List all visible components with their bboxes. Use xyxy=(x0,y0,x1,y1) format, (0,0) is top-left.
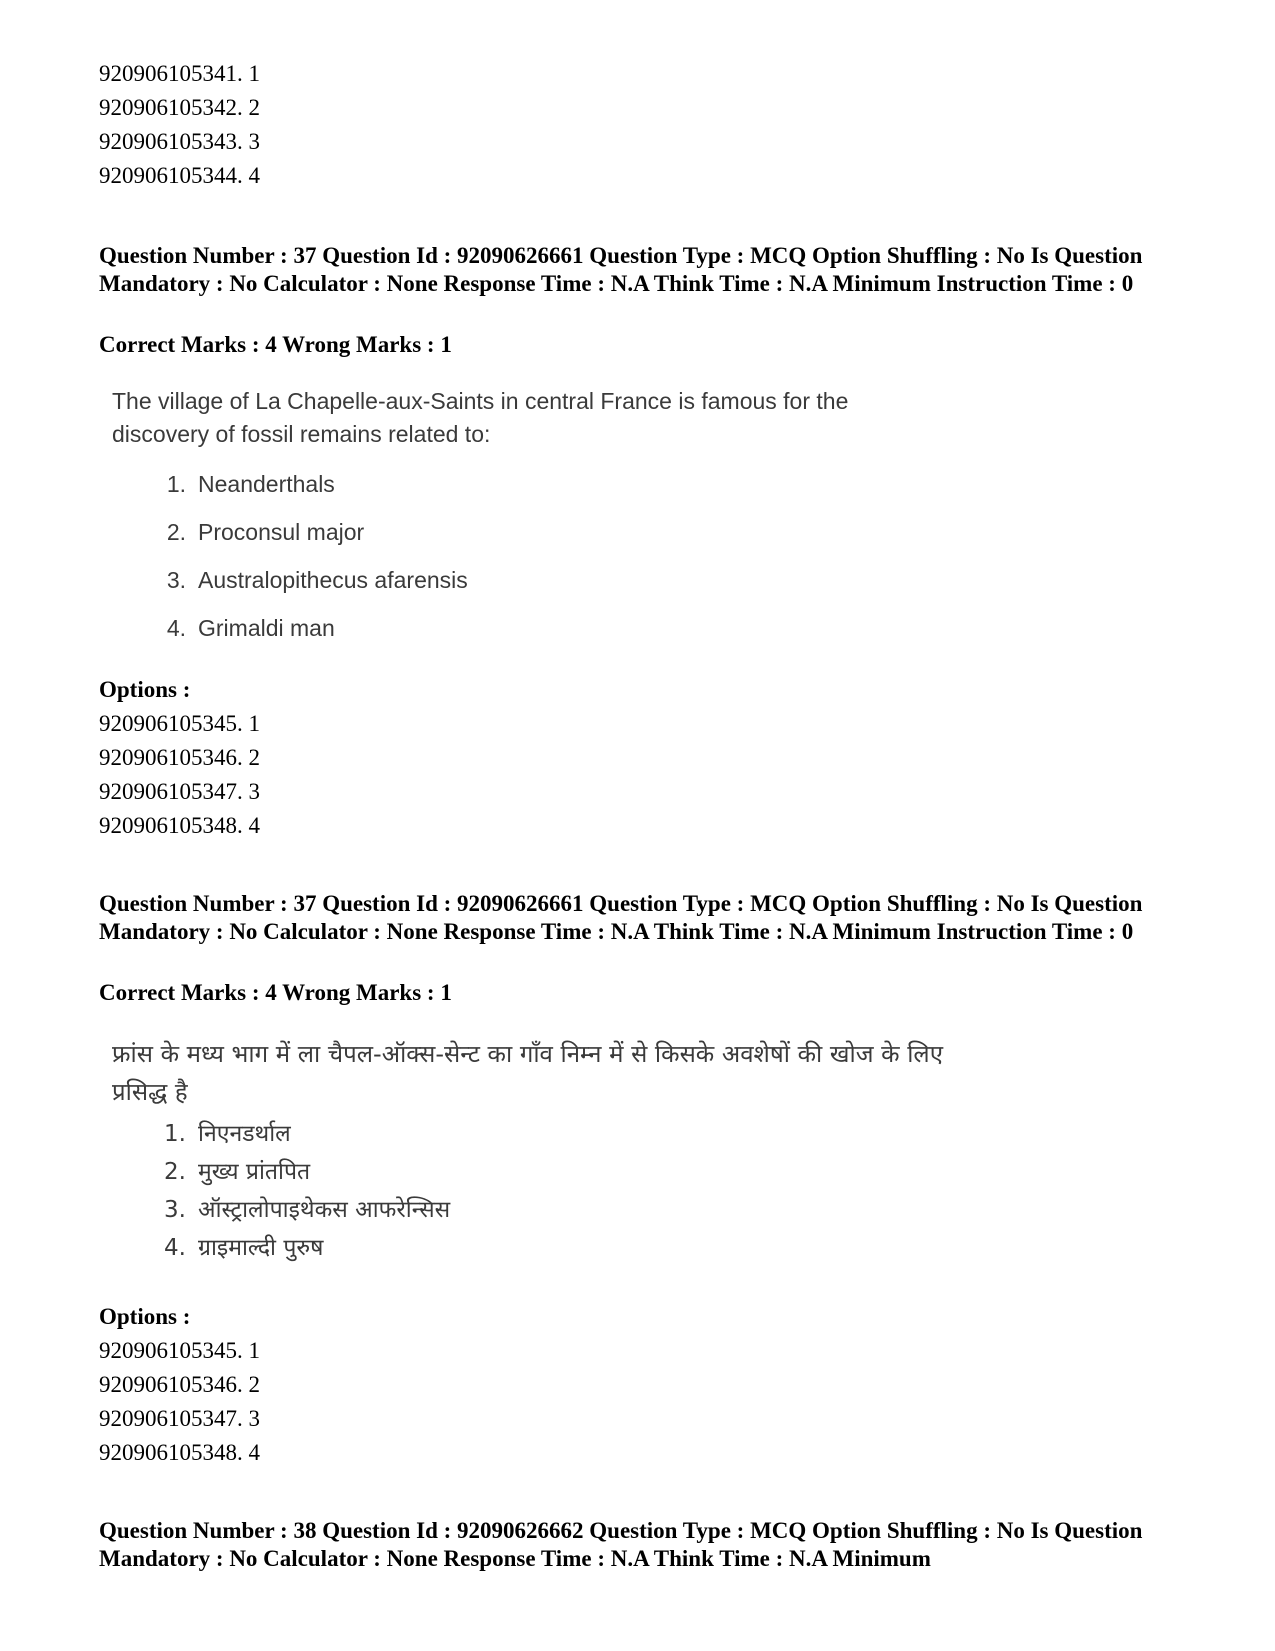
choice-item: 4. Grimaldi man xyxy=(166,615,335,641)
choice-item: 4. ग्राइमाल्दी पुरुष xyxy=(164,1235,324,1261)
choice-item: 1. निएनडर्थाल xyxy=(164,1121,291,1147)
option-line: 920906105345. 1 xyxy=(99,711,260,736)
option-line: 920906105348. 4 xyxy=(99,1440,260,1465)
question-header: Question Number : 37 Question Id : 92090626661 Question Type : MCQ Option Shuffling : No Is Question Mandatory : No Calculator : None Response Time : N.A Think Time : N.A Minimum Instruction Time : 0 xyxy=(99,891,1143,944)
question-text: The village of La Chapelle-aux-Saints in central France is famous for the discovery of fossil remains related to: xyxy=(112,388,849,447)
choice-item: 2. Proconsul major xyxy=(166,519,365,545)
choice-list xyxy=(112,469,932,661)
question-text: फ्रांस के मध्य भाग में ला चैपल-ऑक्स-सेन्ट का गाँव निम्न में से किसके अवशेषों की खोज के लिए प्रसिद्ध है xyxy=(112,1040,943,1106)
option-line: 920906105347. 3 xyxy=(99,1406,260,1431)
options-label: Options : xyxy=(99,1304,191,1329)
option-line: 920906105344. 4 xyxy=(99,163,260,188)
marks-line: Correct Marks : 4 Wrong Marks : 1 xyxy=(99,332,452,357)
question-image-hi xyxy=(112,1035,952,1269)
choice-item: 3. Australopithecus afarensis xyxy=(166,567,468,593)
option-line: 920906105346. 2 xyxy=(99,1372,260,1397)
option-line: 920906105346. 2 xyxy=(99,745,260,770)
option-line: 920906105343. 3 xyxy=(99,129,260,154)
choice-item: 2. मुख्य प्रांतपित xyxy=(164,1159,311,1185)
options-label: Options : xyxy=(99,677,191,702)
question-header: Question Number : 38 Question Id : 92090626662 Question Type : MCQ Option Shuffling : No Is Question Mandatory : No Calculator : None Response Time : N.A Think Time : N.A Minimum xyxy=(99,1518,1143,1571)
option-line: 920906105347. 3 xyxy=(99,779,260,804)
marks-line: Correct Marks : 4 Wrong Marks : 1 xyxy=(99,980,452,1005)
question-image-en xyxy=(112,385,932,661)
choice-item: 3. ऑस्ट्रालोपाइथेकस आफरेन्सिस xyxy=(164,1197,451,1223)
option-line: 920906105342. 2 xyxy=(99,95,260,120)
option-line: 920906105345. 1 xyxy=(99,1338,260,1363)
choice-item: 1. Neanderthals xyxy=(166,471,335,497)
choice-list xyxy=(112,1117,952,1269)
option-line: 920906105341. 1 xyxy=(99,61,260,86)
question-header: Question Number : 37 Question Id : 92090626661 Question Type : MCQ Option Shuffling : No Is Question Mandatory : No Calculator : None Response Time : N.A Think Time : N.A Minimum Instruction Time : 0 xyxy=(99,243,1143,296)
option-line: 920906105348. 4 xyxy=(99,813,260,838)
